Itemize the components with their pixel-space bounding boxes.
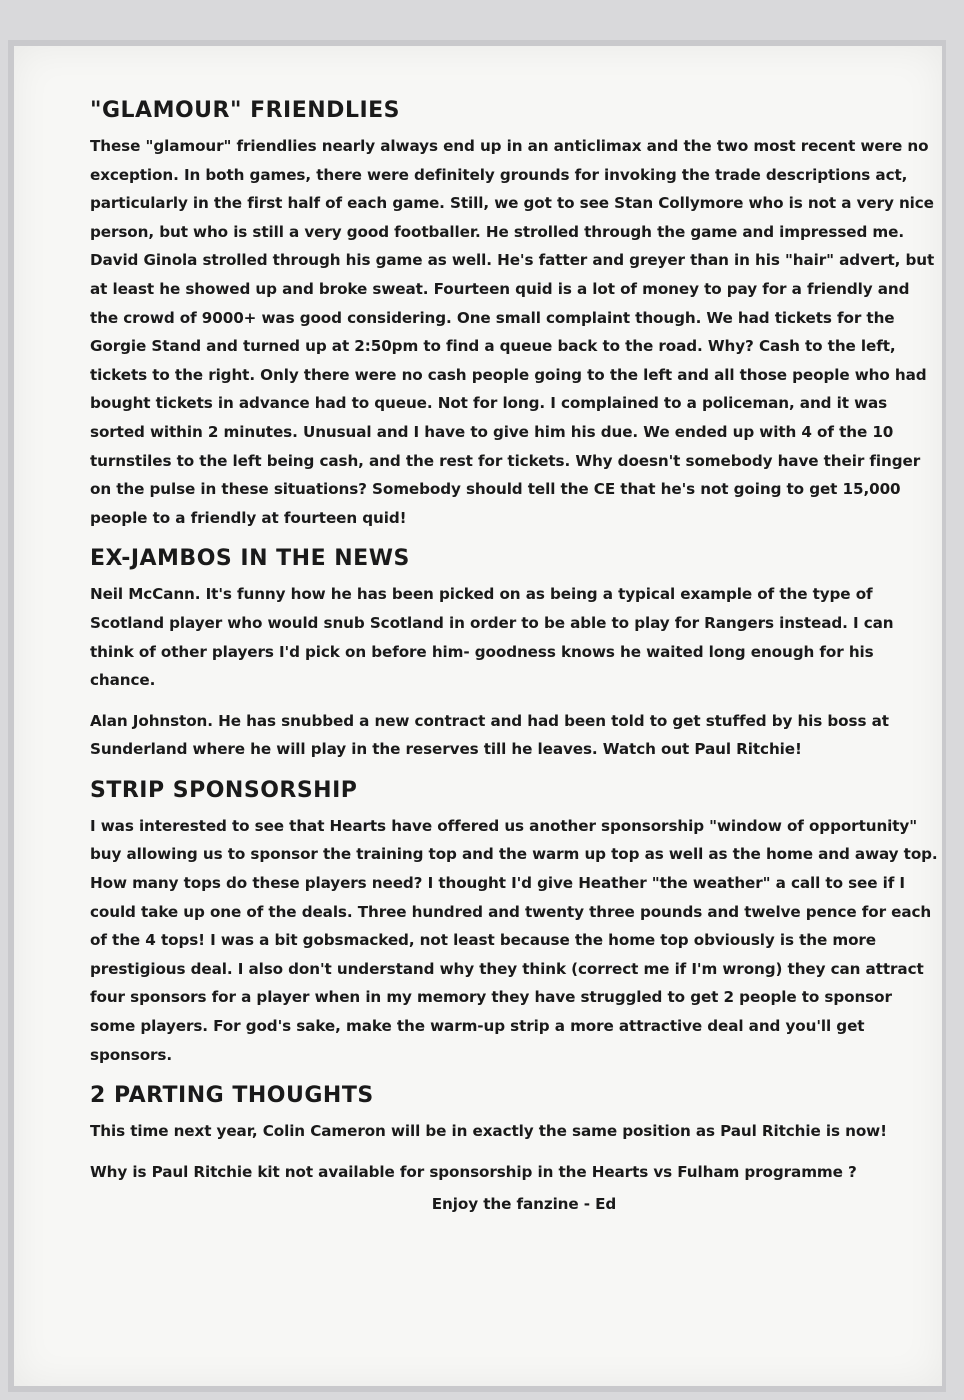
section-title: STRIP SPONSORSHIP: [90, 777, 358, 803]
section-paragraph: Alan Johnston. He has snubbed a new contract and had been told to get stuffed by his boss at Sunderland where he will play in the reserves till he leaves. Watch out Paul Ritchie!: [90, 711, 889, 759]
fanzine-page: [14, 46, 942, 1386]
section-paragraph: Why is Paul Ritchie kit not available for sponsorship in the Hearts vs Fulham programme ?: [90, 1162, 857, 1181]
section-parting-thoughts: [90, 1081, 938, 1219]
section-paragraph: This time next year, Colin Cameron will be in exactly the same position as Paul Ritchie is now!: [90, 1122, 887, 1141]
section-title: "GLAMOUR" FRIENDLIES: [90, 98, 401, 123]
section-paragraph: These "glamour" friendlies nearly always end up in an anticlimax and the two most recent were no exception. In both games, there were definitely grounds for invoking the trade descriptions act, particularly in the first half of each game. Still, we got to see Stan Collymore who is not a very nice person, but who is still a very good footballer. He strolled through the game and impressed me. David Ginola strolled through his game as well. He's fatter and greyer than in his "hair" advert, but at least he showed up and broke sweat. Fourteen quid is a lot of money to pay for a friendly and the crowd of 9000+ was good considering. One small complaint though. We had tickets for the Gorgie Stand and turned up at 2:50pm to find a queue back to the road. Why? Cash to the left, tickets to the right. Only there were no cash people going to the left and all those people who had bought tickets in advance had to queue. Not for long. I complained to a policeman, and it was sorted within 2 minutes. Unusual and I have to give him his due. We ended up with 4 of the 10 turnstiles to the left being cash, and the rest for tickets. Why doesn't somebody have their finger on the pulse in these situations? Somebody should tell the CE that he's not going to get 15,000 people to a friendly at fourteen quid!: [90, 137, 935, 527]
editor-signoff: Enjoy the fanzine - Ed: [431, 1195, 617, 1214]
section-ex-jambos: [90, 544, 938, 764]
section-title: 2 PARTING THOUGHTS: [90, 1083, 374, 1109]
page-content: [90, 96, 938, 1231]
section-paragraph: Neil McCann. It's funny how he has been picked on as being a typical example of the type of Scotland player who would snub Scotland in order to be able to play for Rangers instead. I can think of other players I'd pick on before him- goodness knows he waited long enough for his chance.: [90, 585, 894, 690]
section-glamour-friendlies: [90, 96, 938, 532]
section-strip-sponsorship: [90, 776, 938, 1069]
section-paragraph: I was interested to see that Hearts have offered us another sponsorship "window of opportunity" buy allowing us to sponsor the training top and the warm up top as well as the home and away top. How many tops do these players need? I thought I'd give Heather "the weather" a call to see if I could take up one of the deals. Three hundred and twenty three pounds and twelve pence for each of the 4 tops! I was a bit gobsmacked, not least because the home top obviously is the more prestigious deal. I also don't understand why they think (correct me if I'm wrong) they can attract four sponsors for a player when in my memory they have struggled to get 2 people to sponsor some players. For god's sake, make the warm-up strip a more attractive deal and you'll get sponsors.: [90, 816, 938, 1064]
section-title: EX-JAMBOS IN THE NEWS: [90, 546, 410, 572]
